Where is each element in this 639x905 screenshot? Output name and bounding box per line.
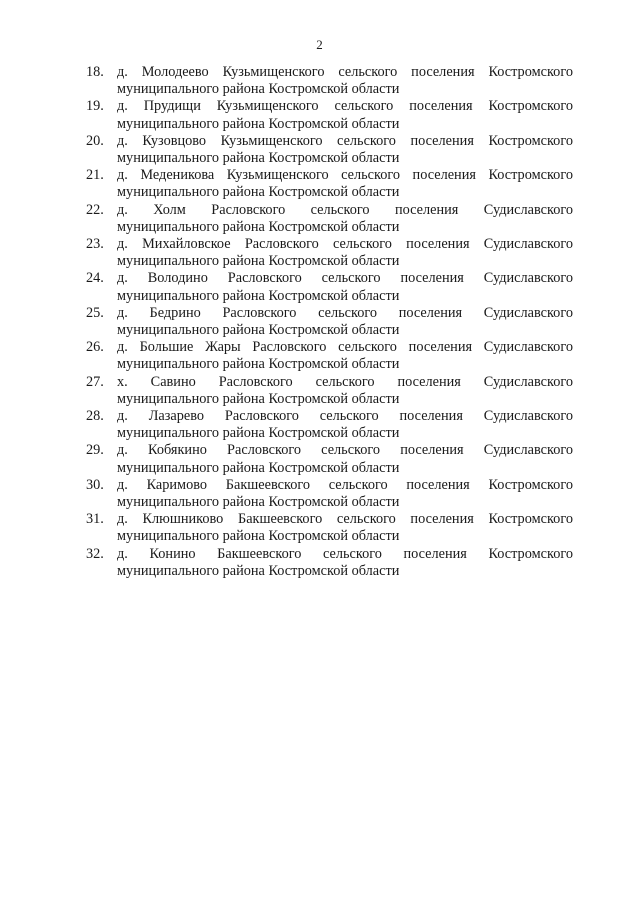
list-item	[86, 98, 573, 132]
item-text-continuation: муниципального района Костромской области	[117, 218, 400, 235]
item-number: 20.	[86, 132, 104, 149]
item-number: 19.	[86, 98, 104, 115]
settlement-list	[86, 64, 573, 580]
list-item	[86, 133, 573, 167]
item-number: 32.	[86, 545, 104, 562]
item-text: д. Молодеево Кузьмищенского сельского поселения Костромского	[117, 64, 573, 80]
item-number: 29.	[86, 442, 104, 459]
item-text: д. Бедрино Расловского сельского поселения Судиславского	[117, 304, 573, 321]
item-text: х. Савино Расловского сельского поселения Судиславского	[117, 373, 573, 390]
item-text: д. Михайловское Расловского сельского поселения Судиславского	[117, 236, 573, 253]
list-item	[86, 339, 573, 373]
item-text-continuation: муниципального района Костромской области	[117, 562, 400, 579]
list-item	[86, 546, 573, 580]
item-text-continuation: муниципального района Костромской области	[117, 322, 400, 339]
item-number: 27.	[86, 373, 104, 390]
list-item	[86, 270, 573, 304]
item-number: 26.	[86, 339, 104, 356]
item-number: 24.	[86, 270, 104, 287]
list-item	[86, 202, 573, 236]
list-item	[86, 236, 573, 270]
list-item	[86, 305, 573, 339]
item-number: 21.	[86, 167, 104, 184]
item-text: д. Лазарево Расловского сельского поселения Судиславского	[117, 408, 573, 425]
item-text: д. Прудищи Кузьмищенского сельского поселения Костромского	[117, 98, 573, 115]
item-text: д. Конино Бакшеевского сельского поселения Костромского	[117, 545, 573, 562]
item-number: 31.	[86, 511, 104, 528]
item-text-continuation: муниципального района Костромской области	[117, 528, 400, 545]
item-number: 28.	[86, 408, 104, 425]
list-item	[86, 167, 573, 201]
item-number: 22.	[86, 201, 104, 218]
item-text-continuation: муниципального района Костромской области	[117, 81, 400, 98]
item-text-continuation: муниципального района Костромской области	[117, 356, 400, 373]
item-text: д. Большие Жары Расловского сельского поселения Судиславского	[117, 339, 573, 356]
item-text-continuation: муниципального района Костромской области	[117, 425, 400, 442]
item-text: д. Кузовцово Кузьмищенского сельского поселения Костромского	[117, 132, 573, 149]
page-number: 2	[316, 37, 323, 52]
item-number: 23.	[86, 236, 104, 253]
item-text-continuation: муниципального района Костромской области	[117, 287, 400, 304]
item-text-continuation: муниципального района Костромской области	[117, 150, 400, 167]
item-text-continuation: муниципального района Костромской области	[117, 390, 400, 407]
item-text: д. Кобякино Расловского сельского поселения Судиславского	[117, 442, 573, 459]
item-number: 18.	[86, 64, 104, 80]
item-text: д. Клюшниково Бакшеевского сельского поселения Костромского	[117, 511, 573, 528]
list-item	[86, 511, 573, 545]
item-text: д. Володино Расловского сельского поселения Судиславского	[117, 270, 573, 287]
list-item	[86, 64, 573, 98]
item-text: д. Каримово Бакшеевского сельского поселения Костромского	[117, 476, 573, 493]
item-text: д. Холм Расловского сельского поселения Судиславского	[117, 201, 573, 218]
item-text-continuation: муниципального района Костромской области	[117, 253, 400, 270]
item-text-continuation: муниципального района Костромской области	[117, 115, 400, 132]
item-number: 25.	[86, 304, 104, 321]
item-text-continuation: муниципального района Костромской области	[117, 184, 400, 201]
item-text-continuation: муниципального района Костромской области	[117, 494, 400, 511]
list-item	[86, 442, 573, 476]
list-item	[86, 477, 573, 511]
item-text-continuation: муниципального района Костромской области	[117, 459, 400, 476]
item-text: д. Меденикова Кузьмищенского сельского поселения Костромского	[117, 167, 573, 184]
item-number: 30.	[86, 476, 104, 493]
list-item	[86, 374, 573, 408]
list-item	[86, 408, 573, 442]
